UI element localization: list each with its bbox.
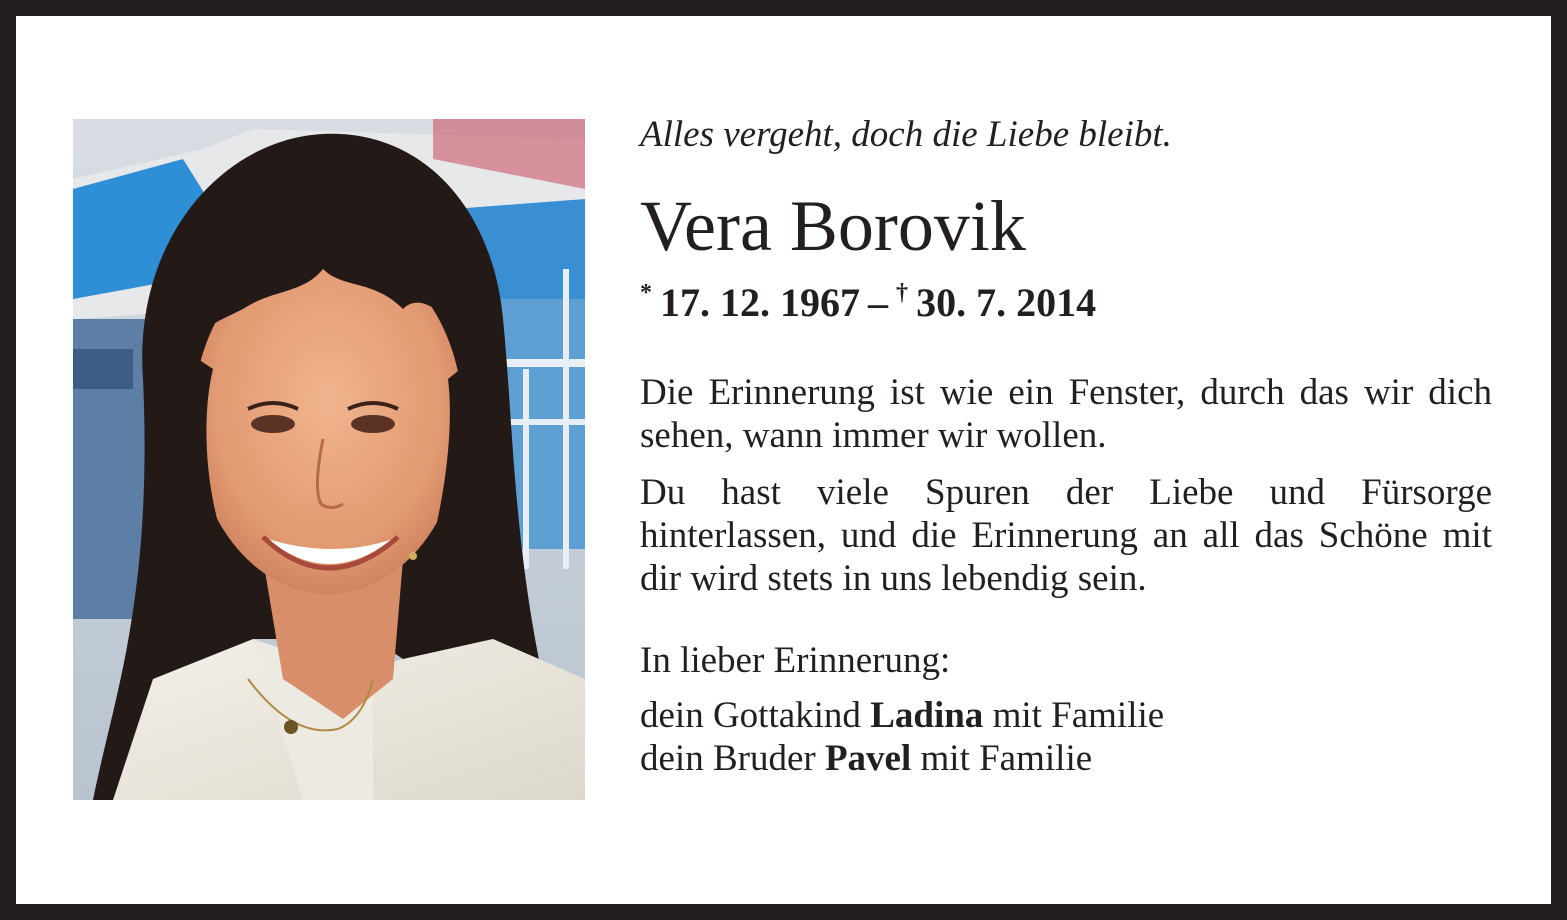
mourner-line [640, 694, 1492, 737]
mourner-suffix: mit Familie [992, 695, 1165, 736]
birth-symbol: * [640, 280, 652, 306]
mourner-prefix: dein Bruder [640, 738, 816, 779]
motto-quote: Alles vergeht, doch die Liebe bleibt. [640, 114, 1172, 155]
mourner-name: Pavel [824, 738, 912, 779]
mourner-prefix: dein Gottakind [640, 695, 861, 736]
portrait-image [73, 119, 585, 800]
deceased-name: Vera Borovik [640, 186, 1026, 266]
mourner-name: Ladina [870, 695, 984, 736]
memorial-paragraph: Du hast viele Spuren der Liebe und Fürsorge hinterlassen, und die Erinnerung an all das Schöne mit dir wird stets in uns lebendig sein. [640, 472, 1492, 599]
death-date: 30. 7. 2014 [916, 280, 1097, 325]
life-dates [640, 270, 1492, 326]
date-separator: – [868, 280, 889, 325]
text-column [640, 111, 1492, 780]
death-symbol: † [896, 280, 909, 306]
birth-date: 17. 12. 1967 [660, 280, 861, 325]
portrait-photo [73, 119, 585, 800]
mourners-list [640, 694, 1492, 780]
closing-title: In lieber Erinnerung: [640, 640, 951, 681]
mourner-line [640, 737, 1492, 780]
mourner-suffix: mit Familie [920, 738, 1093, 779]
memorial-paragraph: Die Erinnerung ist wie ein Fenster, durch das wir dich sehen, wann immer wir wollen. [640, 372, 1492, 456]
